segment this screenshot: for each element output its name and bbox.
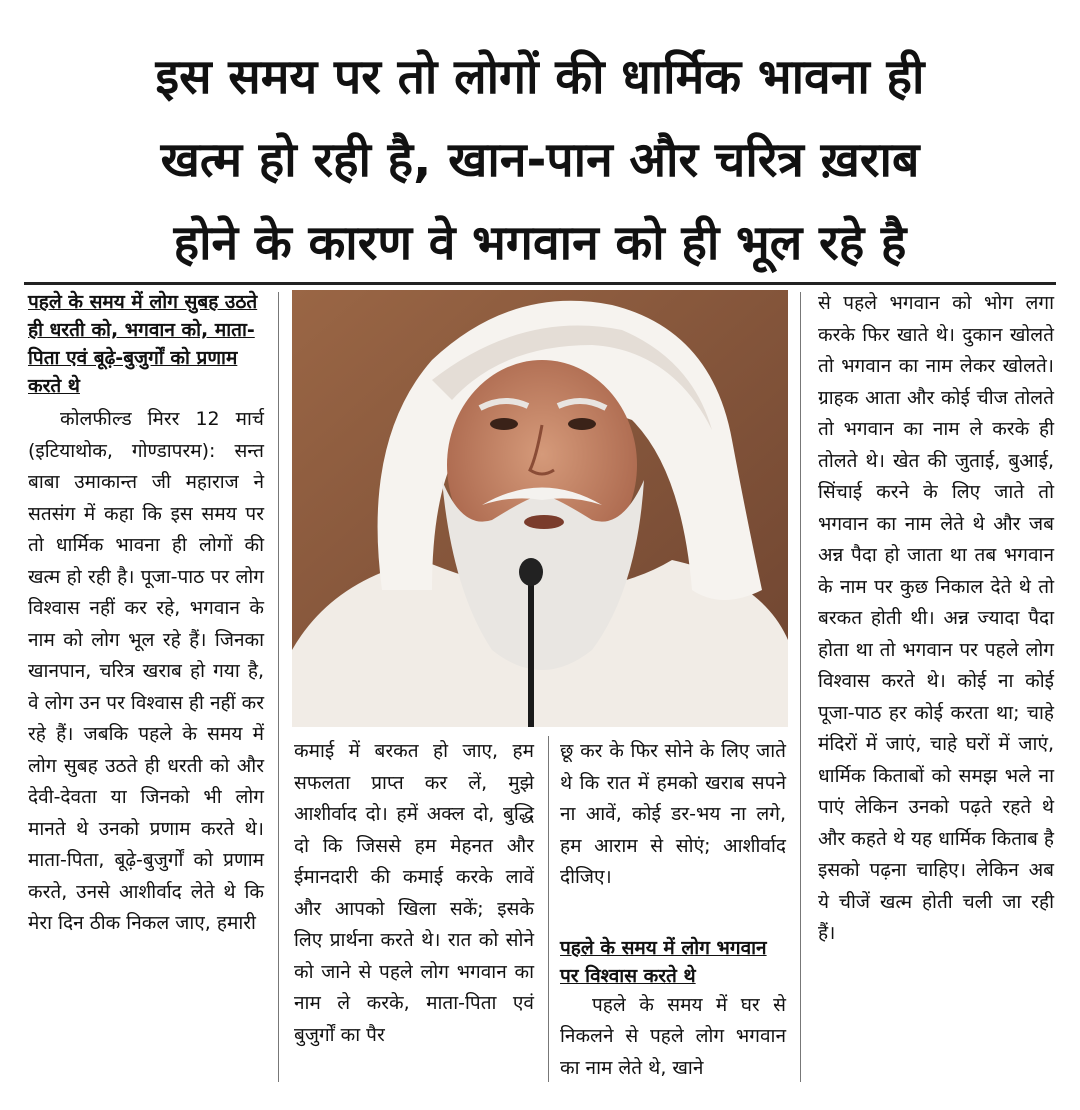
article-column-1	[28, 288, 264, 940]
article-column-2	[294, 736, 534, 1051]
column-2-body: कमाई में बरकत हो जाए, हम सफलता प्राप्त कर लें, मुझे आशीर्वाद दो। हमें अक्ल दो, बुद्धि दो कि जिससे हम मेहनत और ईमानदारी की कमाई करके लावें और आपको खिला सकें; इसके लिए प्रार्थना करते थे। रात को सोने को जाने से पहले लोग भगवान का नाम ले करके, माता-पिता एवं बुजुर्गों का पैर	[294, 740, 534, 1046]
saint-portrait-illustration	[292, 290, 788, 727]
column-1-body: कोलफील्ड मिरर 12 मार्च (इटियाथोक, गोण्डापरम): सन्त बाबा उमाकान्त जी महाराज ने सतसंग में कहा कि इस समय पर तो धार्मिक भावना ही लोगों की खत्म हो रही है। पूजा-पाठ पर लोग विश्वास नहीं कर रहे, भगवान के नाम को लोग भूल रहे हैं। जिनका खानपान, चरित्र खराब हो गया है, वे लोग उन पर विश्वास ही नहीं कर रहे हैं। जबकि पहले के समय में लोग सुबह उठते ही धरती को और देवी-देवता या जिनको भी लोग मानते थे उनको प्रणाम करते थे। माता-पिता, बूढ़े-बुजुर्गों को प्रणाम करते, उनसे आशीर्वाद लेते थे कि मेरा दिन ठीक निकल जाए, हमारी	[28, 408, 264, 934]
column-3-body: छू कर के फिर सोने के लिए जाते थे कि रात में हमको खराब सपने ना आवें, कोई डर-भय ना लगे, हम आराम से सोएं; आशीर्वाद दीजिए।	[560, 740, 786, 888]
column-1-subheading: पहले के समय में लोग सुबह उठते ही धरती को, भगवान को, माता-पिता एवं बूढ़े-बुजुर्गों को प्रणाम करते थे	[28, 291, 258, 397]
headline-rule	[24, 282, 1056, 285]
headline	[20, 36, 1060, 285]
column-3-body-2: पहले के समय में घर से निकलने से पहले लोग भगवान का नाम लेते थे, खाने	[560, 993, 786, 1079]
saint-photo	[292, 290, 788, 727]
headline-line-3: होने के कारण वे भगवान को ही भूल रहे है	[173, 215, 907, 271]
headline-line-1: इस समय पर तो लोगों की धार्मिक भावना ही	[155, 49, 925, 105]
article-column-4	[818, 288, 1054, 950]
article-column-3	[560, 736, 786, 1084]
column-3-subheading: पहले के समय में लोग भगवान पर विश्वास करते थे	[560, 936, 767, 987]
column-divider-3	[800, 292, 801, 1082]
column-4-body: से पहले भगवान को भोग लगा करके फिर खाते थे। दुकान खोलते तो भगवान का नाम लेकर खोलते। ग्राहक आता और कोई चीज तोलते तो भगवान का नाम ले करके ही तोलते थे। खेत की जुताई, बुआई, सिंचाई करने के लिए जाते तो भगवान का नाम लेते थे और जब अन्न पैदा हो जाता था तब भगवान के नाम पर कुछ निकाल देते थे तो बरकत होती थी। अन्न ज्यादा पैदा होता था तो भगवान पर पहले लोग विश्वास करते थे। कोई ना कोई पूजा-पाठ हर कोई करता था; चाहे मंदिरों में जाएं, चाहे घरों में जाएं, धार्मिक किताबों को समझ भले ना पाएं लेकिन उनको पढ़ते रहते थे और कहते थे यह धार्मिक किताब है इसको पढ़ना चाहिए। लेकिन अब ये चीजें खत्म होती चली जा रही हैं।	[818, 292, 1054, 944]
headline-line-2: खत्म हो रही है, खान-पान और चरित्र ख़राब	[160, 132, 920, 188]
column-divider-1	[278, 292, 279, 1082]
column-divider-2	[548, 736, 549, 1082]
